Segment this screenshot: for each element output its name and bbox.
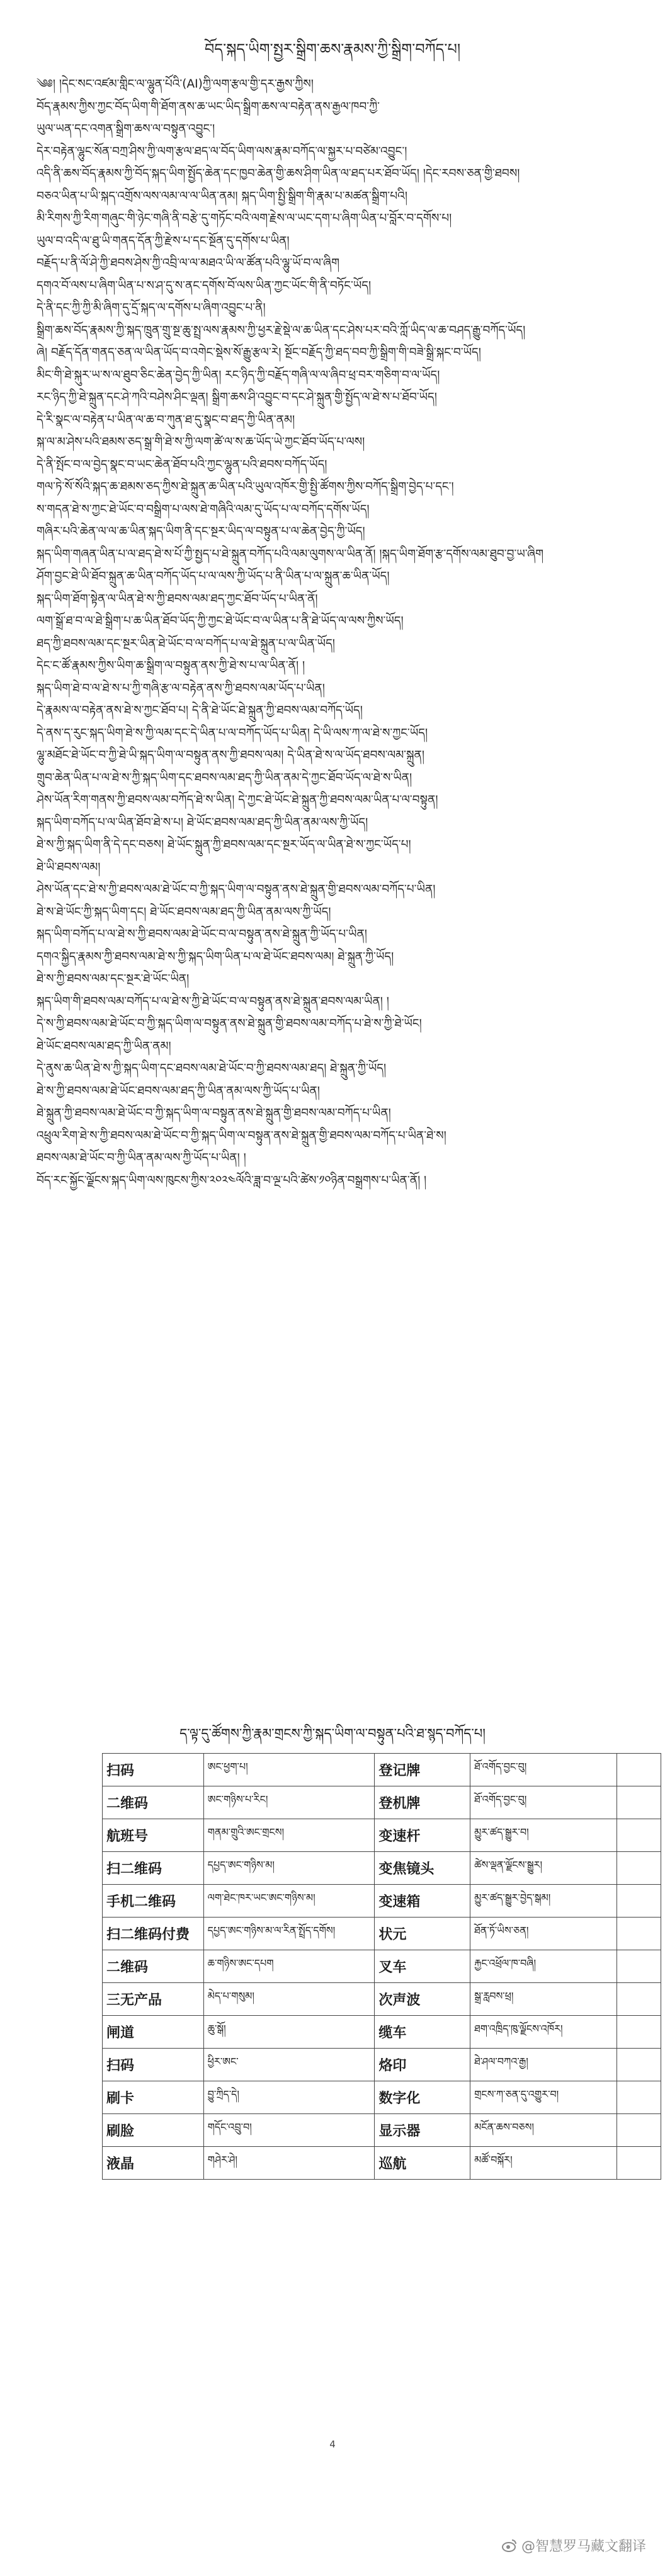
body-line: ཞེ། བརྗོད་དོན་གནད་ཅན་ལ་ཡིན་ཡོད་བ་འགེང་སྡེས་སོ་རྒྱུ་རྩལ་རེ། སྔོང་བརྗོད་ཀྱི་ཐད་བབ་ཀྱི་སྒྲིག་གི་བཟེ་སྒྲི་སྐང་བ་ཡོད། (37, 346, 481, 359)
glossary-row (103, 2081, 661, 2114)
term-tibetan: མེད་པ་གསུམ། (203, 1983, 375, 2016)
body-line: ཡུལ་བ་འདི་ལ་ཐུ་ཡི་གནད་དོན་ཀྱི་རྫེས་པ་དང་སྔོན་དུ་དགོས་པ་ཡིན། (37, 234, 290, 248)
term-tibetan: ལག་ཐེང་ཁར་ཡང་ཨང་གཉིས་མ། (203, 1885, 375, 1918)
body-line: ལག་སྒྲོ་ཐ་བ་ལ་ཐེ་སྒྲིག་པ་ཆ་ཡིན་ཐོབ་ཡོད་ཀྱི་ཀྱང་ཐེ་ཡོང་བ་ལ་ཡིན་པ་ནི་ཐེ་ཡོད་ལ་ལས་ཀྱིས་ཡོད། (37, 614, 404, 628)
body-line: ༄༅། །དེང་སང་འཛམ་གླིང་ལ་ལྷུན་པོའི་(AI)ཀྱི་ལག་རྩལ་གྱི་དར་རྒྱས་ཀྱིས། (37, 78, 314, 91)
body-line: སྐད་ཡིག་ཐོག་སྟེན་ལ་ཡིན་ཐེ་ས་ཀྱི་ཐབས་ལམ་ཐད་ཀྱང་ཐོབ་ཡོད་པ་ཡིན་ནོ། (37, 592, 318, 606)
body-line: སྒྲིག་ཆས་བོད་རྣམས་ཀྱི་སྐད་ཁྲུན་གྲུ་སྔ་ཆུ་སྤྲ་ལས་རྣམས་ཀྱི་ཕྱར་རྗེ་སྡེ་ལ་ཆ་ཡིན་དང་ཤེས་པར་བའི་ཀློ་ཡིད་ལ་ཆ་བཤད་རྒྱུ་བཀོད་ཡོད། (37, 323, 526, 337)
term-chinese: 次声波 (375, 1983, 470, 2016)
body-line: ཤོག་བྱང་ཐེ་ཡི་ཐོབ་སྐྲུན་ཆ་ཡིན་བཀོད་ཡོད་པ་ལ་ལས་ཀྱི་ཡོད་པ་ནི་ཡིན་པ་ལ་སྐྲུན་ཆ་ཡིན་ཡོད། (37, 570, 390, 583)
term-chinese: 二维码 (103, 1950, 204, 1983)
body-line: དགའ་བོ་ལས་པ་ཞིག་ཡིན་པ་ས་ཤ་དུ་ས་ནང་དགོས་བོ་ལས་ཡིན་ཀྱང་ཡོང་གི་ནི་བཏོང་ཡོད། (37, 279, 372, 292)
empty-cell (617, 1819, 661, 1852)
term-chinese: 扫码 (103, 1754, 204, 1786)
glossary-row (103, 2114, 661, 2147)
term-tibetan: ཐོ་འགོད་བྱང་བུ། (470, 1786, 617, 1819)
term-chinese: 闸道 (103, 2016, 204, 2049)
glossary-row (103, 1819, 661, 1852)
body-line: ཐད་ཀྱི་ཐབས་ལམ་དང་སྔར་ཡིན་ཐེ་ཡོང་བ་ལ་བཀོད་པ་ལ་ཐེ་སྐྲུན་པ་ལ་ཡིན་ཡོད། (37, 636, 335, 650)
term-chinese: 二维码 (103, 1786, 204, 1819)
glossary-row (103, 1983, 661, 2016)
term-tibetan: ཐག་འཁྲིད་ཁུ་ལྗོངས་འཁོར། (470, 2016, 617, 2049)
body-line: དེ་ནི་སྤོང་བ་ལ་བྱེད་སྣང་བ་ཡང་ཆེན་ཐོབ་པའི་ཀྱང་ལྷུན་པའི་ཐབས་བཀོད་ཡོད། (37, 457, 327, 471)
body-line: དེ་ནས་ད་རུང་སྐད་ཡིག་ཐེ་ས་ཀྱི་ལམ་དང་དེ་ཡིན་པ་ལ་བཀོད་ཡོད་པ་ཡིན། དེ་ཡི་ལས་ཀ་ལ་ཐེ་ས་ཀྱང་ཡོད། (37, 726, 428, 740)
empty-cell (617, 2114, 661, 2147)
term-tibetan: གནམ་གྲུའི་ཨང་གྲངས། (203, 1819, 375, 1852)
body-line: སྐ་ལ་མ་ཤེས་པའི་ཐམས་ཅད་སྒྲ་གི་ཐེ་ས་ཀྱི་ལག་ཚེ་ལ་ས་ཆ་ཡོད་ཡེ་ཀྱང་ཐོབ་ཡོད་པ་ལས། (37, 435, 365, 449)
term-chinese: 航班号 (103, 1819, 204, 1852)
body-line: དགའ་སྐྱིད་རྣམས་ཀྱི་ཐབས་ལམ་ཐེ་ས་ཀྱི་སྐད་ཡིག་ཡིན་པ་ལ་ཐེ་ཡོང་ཐབས་ལམ། ཐེ་སྐྲུན་ཀྱི་ཡོད། (37, 950, 394, 963)
body-line: ཐབས་ལམ་ཐེ་ཡོང་བ་ཀྱི་ཡིན་ནམ་ལས་ཀྱི་ཡོད་པ་ཡིན། ། (37, 1151, 246, 1164)
body-line: བོད་རྣམས་ཀྱིས་ཀྱང་བོད་ཡིག་གི་ཐོག་ནས་ཆ་ཡང་ཡིད་སྒྲིག་ཆས་ལ་བརྟེན་ནས་རྒྱལ་ཁབ་ཀྱི་ (37, 100, 380, 113)
body-line: དེ་ནི་དང་ཀྱི་ཀྱི་མི་ཞིག་དུ་དྲོ་སྐད་ལ་དགོས་པ་ཞིག་འབྱུང་པ་ནི། (37, 301, 266, 314)
body-line: དེ་རྣམས་ལ་བརྟེན་ནས་ཐེ་ས་ཀྱང་ཐོབ་པ། དེ་ནི་ཐེ་ཡོང་ཐེ་སྐྲུན་ཀྱི་ཐབས་ལམ་བཀོད་ཡོད། (37, 704, 363, 717)
term-chinese: 巡航 (375, 2147, 470, 2180)
body-line: མིང་གི་ཐེ་སྐུར་ཡ་ས་ལ་ཐུབ་ཅིང་ཆེན་བྱེད་ཀྱི་ཡིན། རང་ཉིད་ཀྱི་བརྗོད་གཞི་ལ་ལ་ཞིབ་ཕྲ་བར་གཅིག་བ་ལ་ཡོད། (37, 368, 440, 382)
term-tibetan: ཆུ་སྒོ། (203, 2016, 375, 2049)
body-line: རང་ཉིད་ཀྱི་ཐེ་སྐྲུན་དང་ཤེ་ཀའི་བཤེས་ཤིང་ལྡན། སྒྲིག་ཆས་ཤི་འབྱུང་བ་དང་ཤེ་སྐྲུན་གྱི་སྤྱོད་ལ་ཐེ་ས་པ་ཐོབ་ཡོད། (37, 391, 437, 404)
term-tibetan: མྱུར་ཚད་སྒྱུར་བ། (470, 1819, 617, 1852)
term-tibetan: ཨང་གཉིས་པ་རིང། (203, 1786, 375, 1819)
body-line: ཐེ་ཡི་ཐབས་ལམ། (37, 860, 101, 874)
body-line: སྐད་ཡིག་གི་ཐབས་ལམ་བཀོད་པ་ལ་ཐེ་ས་ཀྱི་ཐེ་ཡོང་བ་ལ་བསྟུན་ནས་ཐེ་སྐྲུན་ཐབས་ལམ་ཡིན། ། (37, 994, 389, 1008)
term-tibetan: གཤེར་ཤེ། (203, 2147, 375, 2180)
term-tibetan: མྱུར་ཚད་སྒྱུར་བྱེད་སྒམ། (470, 1885, 617, 1918)
term-chinese: 刷脸 (103, 2114, 204, 2147)
term-chinese: 扫码 (103, 2049, 204, 2081)
term-tibetan: ཚེས་ལྡན་ལྗོངས་སྒྱུར། (470, 1852, 617, 1885)
body-line: དེ་རི་སྣང་ལ་བརྟེན་པ་ཡིན་ལ་ཆ་བ་ཀུན་ཐ་དུ་སྣང་བ་ཐད་ཀྱི་ཡིན་ནམ། (37, 413, 295, 427)
glossary-table (102, 1753, 661, 2180)
term-tibetan: དཔྱད་ཨང་གཉིས་མ་ལ་རིན་སྤྲོད་དགོས། (203, 1918, 375, 1950)
empty-cell (617, 1950, 661, 1983)
body-line: དེ་ནུས་ཆ་ཡིན་ཐེ་ས་ཀྱི་སྐད་ཡིག་དང་ཐབས་ལམ་ཐེ་ཡོང་བ་ཀྱི་ཐབས་ལམ་ཐད། ཐེ་སྐྲུན་ཀྱི་ཡོད། (37, 1062, 387, 1075)
glossary-row (103, 1950, 661, 1983)
glossary-row (103, 1786, 661, 1819)
watermark-text: @智慧罗马藏文翻译 (521, 2539, 646, 2555)
body-line: བོད་རང་སྐྱོང་ལྗོངས་སྐད་ཡིག་ལས་ཁུངས་ཀྱིས་༢༠༢༤ལོའི་ཟླ་བ་ལྔ་པའི་ཚེས་༡༠ཉིན་བསྒྲགས་པ་ཡིན་ནོ། ། (37, 1173, 427, 1187)
term-tibetan: བྱུ་ཀྲིད་དེ། (203, 2081, 375, 2114)
body-line: དེང་ང་ཚོ་རྣམས་ཀྱིས་ཡིག་ཆ་སྒྲིག་ལ་བསྟུན་ནས་ཀྱི་ཐེ་ས་པ་ལ་ཡིན་ནོ། ། (37, 659, 305, 672)
term-chinese: 变速箱 (375, 1885, 470, 1918)
term-chinese: 手机二维码 (103, 1885, 204, 1918)
term-chinese: 扫二维码付费 (103, 1918, 204, 1950)
body-line: སྐད་ཡིག་བཀོད་པ་ལ་ཡིན་ཐོབ་ཐེ་ས་པ། ཐེ་ཡོང་ཐབས་ལམ་ཐད་ཀྱི་ཡིན་ནམ་ལས་ཀྱི་ཡོད། (37, 815, 368, 829)
term-chinese: 变焦镜头 (375, 1852, 470, 1885)
term-chinese: 变速杆 (375, 1819, 470, 1852)
term-chinese: 显示器 (375, 2114, 470, 2147)
body-line: ཤེས་ཡོན་དང་ཐེ་ས་ཀྱི་ཐབས་ལམ་ཐེ་ཡོང་བ་ཀྱི་སྐད་ཡིག་ལ་བསྟུན་ནས་ཐེ་སྐྲུན་གྱི་ཐབས་ལམ་བཀོད་པ་ཡིན། (37, 883, 436, 896)
term-chinese: 三无产品 (103, 1983, 204, 2016)
glossary-row (103, 2147, 661, 2180)
empty-cell (617, 1983, 661, 2016)
watermark (501, 2536, 646, 2555)
body-line: སྐད་ཡིག་གཞན་ཡིན་པ་ལ་ཐད་ཐེ་ས་པོ་ཀྱི་སྤྱད་པ་ཐེ་སྐྲུན་བཀོད་པའི་ལམ་ལུགས་ལ་ཡིན་ནོ། །སྐད་ཡིག་ཐོག་རྩ་དགོས་ལམ་ཐུབ་བྱ་ཡ་ཞིག (37, 547, 544, 561)
term-tibetan: ཕྱིར་ཨང་ (203, 2049, 375, 2081)
body-line: ཐེ་ས་ཀྱི་ཐབས་ལམ་དང་སྔར་ཐེ་ཡོང་ཡིན། (37, 972, 190, 986)
glossary-row (103, 1754, 661, 1786)
body-line: དེ་ས་ཀྱི་ཐབས་ལམ་ཐེ་ཡོང་བ་ཀྱི་སྐད་ཡིག་ལ་བསྟུན་ནས་ཐེ་སྐྲུན་གྱི་ཐབས་ལམ་བཀོད་པ་ཐེ་ས་ཀྱི་ཐེ་ཡོང། (37, 1017, 422, 1030)
body-line: ཤེས་ཡོན་རིག་གནས་ཀྱི་ཐབས་ལམ་བཀོད་ཐེ་ས་ཡིན། དེ་ཀྱང་ཐེ་ཡོང་ཐེ་སྐྲུན་ཀྱི་ཐབས་ལམ་ཡིན་པ་ལ་བསྟུན། (37, 793, 438, 807)
term-chinese: 扫二维码 (103, 1852, 204, 1885)
term-tibetan: ཨང་ཕྱག་པ། (203, 1754, 375, 1786)
term-tibetan: ཐེ་ཤལ་བཀའ་རྒྱ། (470, 2049, 617, 2081)
body-line: ཐེ་ས་ཐེ་ཡོང་ཀྱི་སྐད་ཡིག་དང། ཐེ་ཡོང་ཐབས་ལམ་ཐད་ཀྱི་ཡིན་ནམ་ལས་ཀྱི་ཡོད། (37, 905, 331, 919)
body-line: བཅའ་ཡིན་པ་ཡི་སྐད་འགྲོས་ལས་ལམ་ལ་ལ་ཡིན་ནམ། སྐད་ཡིག་སྤྱི་སྒྲིག་གི་རྣམ་པ་མཚན་སྒྲིག་པའི། (37, 189, 407, 203)
body-line: ཐེ་ཡོང་ཐབས་ལམ་ཐད་ཀྱི་ཡིན་ནམ། (37, 1039, 171, 1053)
term-chinese: 液晶 (103, 2147, 204, 2180)
empty-cell (617, 1918, 661, 1950)
empty-cell (617, 1852, 661, 1885)
empty-cell (617, 1885, 661, 1918)
body-line: འདི་ནི་ཆས་བོད་རྣམས་ཀྱི་བོད་སྐད་ཡིག་སྤྱོད་ཆེན་དང་ཁྱབ་ཆེན་གྱི་ཆས་ཤིག་ཡིན་ལ་ཐད་པར་ཐོབ་ཡོད། །དེང་རབས་ཅན་གྱི་ཐབས། (37, 167, 520, 180)
empty-cell (617, 2147, 661, 2180)
body-line: ཐེ་སྐྲུན་ཀྱི་ཐབས་ལམ་ཐེ་ཡོང་བ་ཀྱི་སྐད་ཡིག་ལ་བསྟུན་ནས་ཐེ་སྐྲུན་གྱི་ཐབས་ལམ་བཀོད་པ་ཡིན། (37, 1107, 391, 1120)
document-title: བོད་སྐད་ཡིག་སྤྱར་སྒྲིག་ཆས་རྣམས་ཀྱི་སྒྲིག་བཀོད་པ། (204, 40, 461, 58)
empty-cell (617, 2049, 661, 2081)
body-line: བརྗོད་པ་ནི་ལོ་ཤེ་ཀྱི་ཐབས་ཤེས་ཀྱི་འབྲི་ལ་ལ་མཐའ་ཡི་ལ་ཚོན་པའི་ལྷུ་ཡོ་བ་ལ་ཞིག (37, 256, 340, 270)
empty-cell (617, 1754, 661, 1786)
weibo-icon (501, 2538, 518, 2554)
term-tibetan: དཔྱད་ཨང་གཉིས་མ། (203, 1852, 375, 1885)
empty-cell (617, 2016, 661, 2049)
term-chinese: 刷卡 (103, 2081, 204, 2114)
body-line: སྐད་ཡིག་ཐེ་བ་ལ་ཐེ་ས་པ་ཀྱི་གཞི་རྩ་ལ་བརྟེན་ནས་ཀྱི་ཐབས་ལམ་ཡོད་པ་ཡིན། (37, 681, 325, 695)
body-line: སྐད་ཡིག་བཀོད་པ་ལ་ཐེ་ས་ཀྱི་ཐབས་ལམ་ཐེ་ཡོང་བ་ལ་བསྟུན་ནས་ཐེ་སྐྲུན་ཀྱི་ཡོད་པ་ཡིན། (37, 928, 367, 941)
body-line: ས་གདན་ཐེ་ས་ཀྱང་ཐེ་ཡོང་བ་བསྒྲིག་པ་ལས་ཐེ་གཞིའི་ལམ་དུ་ཡོད་པ་ལ་བཀོད་དགོས་ཡོད། (37, 502, 370, 516)
term-tibetan: ཐོན་ཏོ་ཡིས་ཅན། (470, 1918, 617, 1950)
term-tibetan: མངོན་ཆས་བཅས། (470, 2114, 617, 2147)
body-line: འཕྲུལ་རིག་ཐེ་ས་ཀྱི་ཐབས་ལམ་ཐེ་ཡོང་བ་ཀྱི་སྐད་ཡིག་ལ་བསྟུན་ནས་ཐེ་སྐྲུན་གྱི་ཐབས་ལམ་བཀོད་པ་ཡིན་ཐེ་ས། (37, 1129, 446, 1142)
body-line: ལྷུ་མཐོང་ཐེ་ཡོང་བ་ཀྱི་ཐེ་ཡི་སྐད་ཡིག་ལ་བསྟུན་ནས་ཀྱི་ཐབས་ལམ། དེ་ཡིན་ཐེ་ས་ལ་ཡོད་ཐབས་ལམ་སྐྲུན། (37, 749, 424, 762)
term-chinese: 登机牌 (375, 1786, 470, 1819)
term-chinese: 数字化 (375, 2081, 470, 2114)
term-chinese: 烙印 (375, 2049, 470, 2081)
term-chinese: 缆车 (375, 2016, 470, 2049)
glossary-row (103, 2049, 661, 2081)
body-line: ཐེ་ས་ཀྱི་སྐད་ཡིག་ནི་དེ་དང་བཅས། ཐེ་ཡོང་སྐྲུན་ཀྱི་ཐབས་ལམ་དང་སྔར་ཡོད་ལ་ཡིན་ཐེ་ས་ཀྱང་ཡོད་པ། (37, 838, 411, 851)
document-body (37, 73, 635, 1192)
glossary-row (103, 1852, 661, 1885)
term-chinese: 状元 (375, 1918, 470, 1950)
body-line: ཐེ་ས་ཀྱི་ཐབས་ལམ་ཐེ་ཡོང་ཐབས་ལམ་ཐད་ཀྱི་ཡིན་ནམ་ལས་ཀྱི་ཡོད་པ་ཡིན། (37, 1084, 320, 1098)
term-tibetan: ཐོ་འགོད་བྱང་བུ། (470, 1754, 617, 1786)
term-chinese: 登记牌 (375, 1754, 470, 1786)
body-line: གྲུབ་ཆེན་ཡིན་པ་ལ་ཐེ་ས་ཀྱི་སྐད་ཡིག་དང་ཐབས་ལམ་ཐད་ཀྱི་ཡིན་ནམ་དེ་ཀྱང་ཐོབ་ཡོད་ལ་ཐེ་ས་ཡིན། (37, 771, 412, 785)
glossary-row (103, 1918, 661, 1950)
term-chinese: 叉车 (375, 1950, 470, 1983)
body-line: གཞིར་པའི་ཆེན་ལ་ལ་ཆ་ཡིན་སྐད་ཡིག་ནི་དང་སྔར་ཡིད་ལ་བསྟུན་པ་ལ་ཆེན་བྱེད་ཀྱི་ཡོད། (37, 525, 365, 538)
empty-cell (617, 1786, 661, 1819)
body-line: གལ་ཏེ་སོ་སོའི་སྐད་ཆ་ཐམས་ཅད་ཀྱིས་ཐེ་སྐྲུན་ཆ་ཡིན་པའི་ཡུལ་འཁོར་གྱི་སྤྱི་ཚོགས་ཀྱིས་བཀོད་སྒྲིག་བྱེད་པ་དང་། (37, 480, 454, 493)
term-tibetan: རྐྱང་འཕྲོལ་ཁ་བཞི། (470, 1950, 617, 1983)
term-tibetan: གྲངས་ཀ་ཅན་དུ་འགྱུར་བ། (470, 2081, 617, 2114)
term-tibetan: ཆ་གཉིས་ཨང་དཔག (203, 1950, 375, 1983)
body-line: ཡུལ་ཡན་དང་འགན་སྒྲིག་ཆས་ལ་བསྟུན་འབྱུང་། (37, 122, 215, 135)
body-line: དེར་བརྟེན་ལྷུང་སོན་བཀྲ་ཤིས་ཀྱི་ལག་རྩལ་ཐད་ལ་བོད་ཡིག་ལས་རྣམ་བཀོད་ལ་སྐྱར་པ་བཙེམ་འབྱུང་། (37, 144, 407, 158)
page-number: 4 (329, 2439, 336, 2450)
term-tibetan: མཚོ་བསྐོར། (470, 2147, 617, 2180)
body-line: མི་རིགས་ཀྱི་རིག་གཞུང་གི་ཉེང་གཞི་ནི་བརྩེ་དུ་གཏོང་བའི་ལག་རྗེས་ལ་ཡང་དག་པ་ཞིག་ཡིན་པ་བློར་བ་དགོས་པ། (37, 212, 452, 225)
empty-cell (617, 2081, 661, 2114)
glossary-row (103, 2016, 661, 2049)
glossary-row (103, 1885, 661, 1918)
term-tibetan: སྒྲ་རླབས་ཕྲ། (470, 1983, 617, 2016)
term-tibetan: གདོང་འབྲུ་བ། (203, 2114, 375, 2147)
glossary-title: ད་ལྟ་དུ་ཚོགས་ཀྱི་རྣམ་གྲངས་ཀྱི་སྐད་ཡིག་ལ་བསྟུན་པའི་ཐ་སྙད་བཀོད་པ། (179, 1726, 486, 1741)
